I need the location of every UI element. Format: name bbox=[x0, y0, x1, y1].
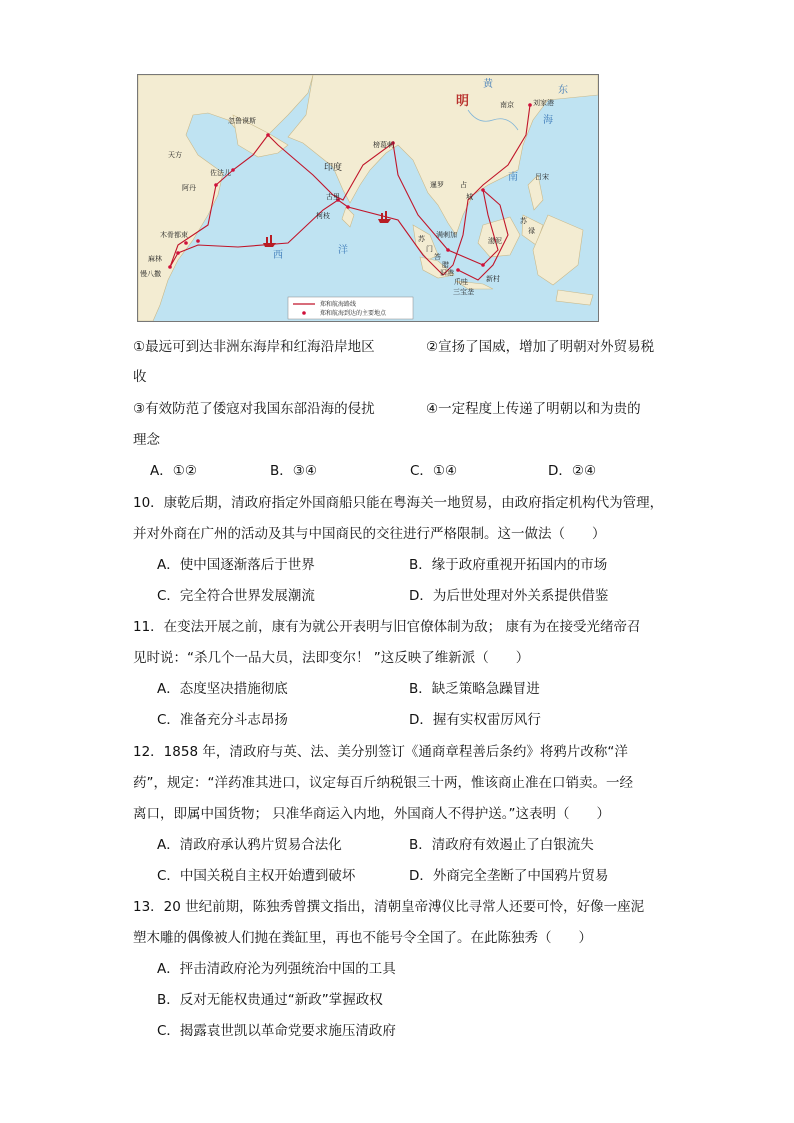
place-label: 佐法儿 bbox=[210, 169, 231, 177]
q11-option-c: C．准备充分斗志昂扬 bbox=[157, 712, 288, 728]
q12-option-d: D．外商完全垄断了中国鸦片贸易 bbox=[409, 868, 609, 884]
q10-option-d: D．为后世处理对外关系提供借鉴 bbox=[409, 588, 609, 604]
place-label: 禄 bbox=[528, 227, 535, 235]
zheng-he-voyage-map bbox=[137, 74, 599, 322]
q11-option-d: D．握有实权雷厉风行 bbox=[409, 712, 541, 728]
q11-stem-line-2: 见时说：“杀几个一品大员，法即变尔！ ”这反映了维新派（ ） bbox=[133, 650, 530, 666]
pacific-label-4: 南 bbox=[508, 172, 518, 183]
place-label: 三宝垄 bbox=[453, 288, 474, 296]
legend-route-label: 郑和航海路线 bbox=[320, 301, 357, 308]
place-label: 旧港 bbox=[440, 269, 454, 277]
map-legend bbox=[288, 297, 413, 319]
q13-stem-line-1: 13．20 世纪前期，陈独秀曾撰文指出，清朝皇帝溥仪比寻常人还要可怜，好像一座泥 bbox=[133, 899, 645, 915]
map-graphic bbox=[138, 75, 598, 321]
place-label: 慢八撒 bbox=[140, 270, 161, 278]
place-label: 苏 bbox=[418, 235, 425, 243]
legend-point-swatch bbox=[302, 311, 306, 315]
q10-option-a: A．使中国逐渐落后于世界 bbox=[157, 557, 315, 573]
q9-choice-c: C．①④ bbox=[410, 463, 458, 479]
place-label: 占 bbox=[460, 181, 467, 189]
ship-icon bbox=[263, 235, 276, 247]
place-label: 门 bbox=[426, 245, 433, 253]
place-label: 阿丹 bbox=[182, 184, 196, 192]
q13-option-a: A．抨击清政府沦为列强统治中国的工具 bbox=[157, 961, 396, 977]
map-country-label: 明 bbox=[456, 94, 470, 109]
sea-label-1: 西 bbox=[273, 250, 283, 261]
q10-stem-line-1: 10．康乾后期，清政府指定外国商船只能在粤海关一地贸易，由政府指定机构代为管理， bbox=[133, 495, 664, 511]
q9-option-1: ①最远可到达非洲东海岸和红海沿岸地区 bbox=[133, 339, 375, 355]
place-label: 古里 bbox=[326, 193, 340, 201]
place-label: 麻林 bbox=[148, 255, 162, 263]
q10-stem-line-2: 并对外商在广州的活动及其与中国商民的交往进行严格限制。这一做法（ ） bbox=[133, 526, 606, 542]
q10-option-b: B．缘于政府重视开拓国内的市场 bbox=[409, 557, 608, 573]
q12-stem-line-3: 离口，即属中国货物； 只准华商运入内地，外国商人不得护送。”这表明（ ） bbox=[133, 806, 611, 822]
q9-option-4-continued: 理念 bbox=[133, 432, 160, 448]
place-label: 爪哇 bbox=[454, 278, 468, 286]
pacific-label-1: 黄 bbox=[483, 79, 493, 90]
pacific-label-2: 东 bbox=[558, 85, 568, 96]
q13-stem-line-2: 塑木雕的偶像被人们抛在粪缸里，再也不能号令全国了。在此陈独秀（ ） bbox=[133, 930, 592, 946]
q12-option-b: B．清政府有效遏止了白银流失 bbox=[409, 837, 594, 853]
place-label: 柯枝 bbox=[316, 212, 330, 220]
place-label: 答 bbox=[434, 253, 441, 261]
place-label: 榜葛剌 bbox=[373, 141, 394, 149]
q13-option-b: B．反对无能权贵通过“新政”掌握政权 bbox=[157, 992, 383, 1008]
q12-stem-line-2: 药”，规定：“洋药准其进口，议定每百斤纳税银三十两，惟该商止准在口销卖。一经 bbox=[133, 775, 633, 791]
place-label: 忽鲁谟斯 bbox=[228, 117, 256, 125]
place-label: 刘家港 bbox=[533, 99, 554, 107]
pacific-label-3: 海 bbox=[543, 115, 553, 126]
place-label: 南京 bbox=[500, 101, 514, 109]
q13-option-c: C．揭露袁世凯以革命党要求施压清政府 bbox=[157, 1023, 396, 1039]
q10-option-c: C．完全符合世界发展潮流 bbox=[157, 588, 315, 604]
place-label: 城 bbox=[466, 193, 473, 201]
place-label: 渤泥 bbox=[488, 237, 502, 245]
q9-choice-d: D．②④ bbox=[548, 463, 597, 479]
place-label: 苏 bbox=[520, 217, 527, 225]
legend-points-label: 郑和航海到达的主要地点 bbox=[320, 310, 387, 317]
q9-option-2: ②宣扬了国威，增加了明朝对外贸易税 bbox=[426, 339, 655, 355]
sea-label-2: 洋 bbox=[338, 245, 348, 256]
place-label: 天方 bbox=[168, 151, 182, 159]
q9-choice-a: A．①② bbox=[150, 463, 197, 479]
q12-option-a: A．清政府承认鸦片贸易合法化 bbox=[157, 837, 342, 853]
q9-choice-b: B．③④ bbox=[270, 463, 317, 479]
q11-option-a: A．态度坚决措施彻底 bbox=[157, 681, 288, 697]
q11-stem-line-1: 11．在变法开展之前，康有为就公开表明与旧官僚体制为敌； 康有为在接受光绪帝召 bbox=[133, 619, 641, 635]
map-india-label: 印度 bbox=[324, 163, 343, 173]
place-label: 腊 bbox=[442, 261, 449, 269]
q11-option-b: B．缺乏策略急躁冒进 bbox=[409, 681, 540, 697]
q9-option-3: ③有效防范了倭寇对我国东部沿海的侵扰 bbox=[133, 401, 375, 417]
place-label: 新村 bbox=[486, 275, 500, 283]
q9-option-2-continued: 收 bbox=[133, 369, 147, 385]
q9-option-4: ④一定程度上传递了明朝以和为贵的 bbox=[426, 401, 641, 417]
q12-option-c: C．中国关税自主权开始遭到破坏 bbox=[157, 868, 356, 884]
place-label: 吕宋 bbox=[535, 173, 549, 181]
q12-stem-line-1: 12．1858 年，清政府与英、法、美分别签订《通商章程善后条约》将鸦片改称“洋 bbox=[133, 744, 628, 760]
place-label: 木骨都束 bbox=[160, 231, 188, 239]
place-label: 暹罗 bbox=[430, 181, 444, 189]
place-label: 满剌加 bbox=[436, 231, 457, 239]
